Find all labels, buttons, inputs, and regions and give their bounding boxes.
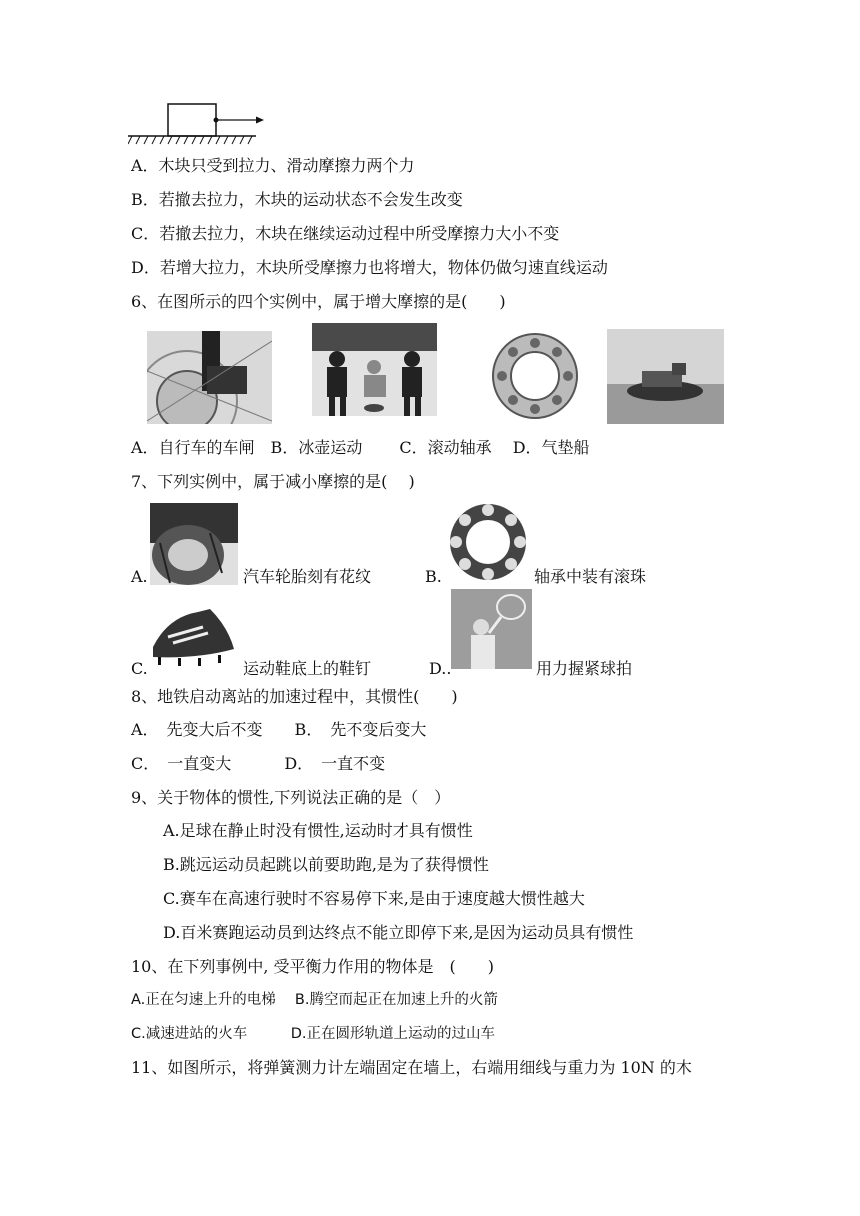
q7-option-a-letter: A. xyxy=(131,567,148,586)
ball-bearing-image xyxy=(490,331,580,421)
running-shoe-image xyxy=(148,597,238,675)
q8-options-row1: A． 先变大后不变 B． 先不变后变大 xyxy=(131,720,427,739)
q7-option-b-text: 轴承中装有滚珠 xyxy=(534,567,647,586)
q10-stem: 10、在下列事例中, 受平衡力作用的物体是 ( ) xyxy=(131,957,495,976)
curling-image xyxy=(312,323,437,416)
q7-option-d-text: 用力握紧球拍 xyxy=(536,659,633,678)
q8-stem: 8、地铁启动离站的加速过程中，其惯性( ) xyxy=(131,687,458,706)
q9-option-c: C.赛车在高速行驶时不容易停下来,是由于速度越大惯性越大 xyxy=(163,889,585,908)
bicycle-brake-image xyxy=(147,331,272,424)
q5-option-b: B．若撤去拉力，木块的运动状态不会发生改变 xyxy=(131,190,463,209)
tennis-player-image xyxy=(451,589,532,669)
block-on-ground-diagram xyxy=(128,100,268,148)
car-tire-image xyxy=(150,503,238,585)
q5-option-a: A．木块只受到拉力、滑动摩擦力两个力 xyxy=(131,156,415,175)
q5-option-c: C．若撤去拉力，木块在继续运动过程中所受摩擦力大小不变 xyxy=(131,224,560,243)
q6-stem: 6、在图所示的四个实例中，属于增大摩擦的是( ) xyxy=(131,292,506,311)
q7-stem: 7、下列实例中，属于减小摩擦的是( ) xyxy=(131,472,415,491)
q5-option-d: D．若增大拉力，木块所受摩擦力也将增大，物体仍做匀速直线运动 xyxy=(131,258,608,277)
q7-option-d-letter: D.. xyxy=(429,659,452,678)
q9-option-a: A.足球在静止时没有惯性,运动时才具有惯性 xyxy=(163,821,473,840)
q6-options: A．自行车的车闸 B．冰壶运动 C．滚动轴承 D．气垫船 xyxy=(131,438,590,457)
q7-option-c-text: 运动鞋底上的鞋钉 xyxy=(243,659,372,678)
hovercraft-image xyxy=(607,329,724,424)
q9-stem: 9、关于物体的惯性,下列说法正确的是（ ） xyxy=(131,788,451,807)
q10-options-row2: C.减速进站的火车 D.正在圆形轨道上运动的过山车 xyxy=(131,1026,496,1042)
q7-option-a-text: 汽车轮胎刻有花纹 xyxy=(243,567,372,586)
q11-stem: 11、如图所示，将弹簧测力计左端固定在墙上，右端用细线与重力为 10N 的木 xyxy=(131,1058,692,1077)
q8-options-row2: C． 一直变大 D． 一直不变 xyxy=(131,754,386,773)
q9-option-b: B.跳远运动员起跳以前要助跑,是为了获得惯性 xyxy=(163,855,489,874)
q10-options-row1: A.正在匀速上升的电梯 B.腾空而起正在加速上升的火箭 xyxy=(131,992,498,1008)
q9-option-d: D.百米赛跑运动员到达终点不能立即停下来,是因为运动员具有惯性 xyxy=(163,923,634,942)
q7-option-c-letter: C. xyxy=(131,659,148,678)
bearing-balls-image xyxy=(447,500,529,585)
q7-option-b-letter: B. xyxy=(425,567,442,586)
